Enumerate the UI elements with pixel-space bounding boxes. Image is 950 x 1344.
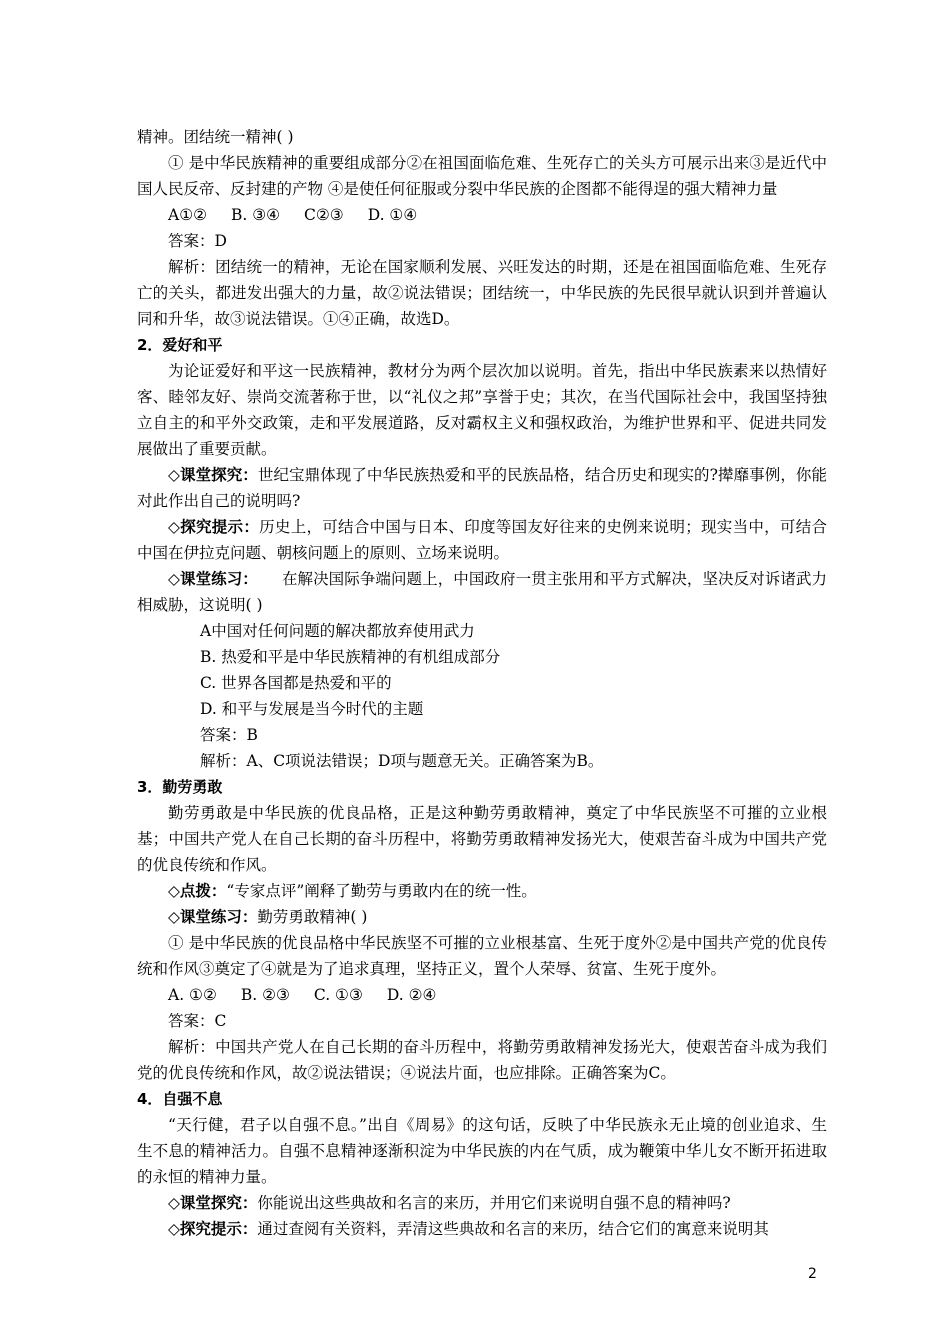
analysis: 解析：中国共产党人在自己长期的奋斗历程中，将勤劳勇敢精神发扬光大，使艰苦奋斗成为我们党的优良传统和作风，故②说法错误；④说法片面，也应排除。正确答案为C。 [137,1038,827,1082]
option-a: A①② [168,206,207,224]
point-text: “专家点评”阐释了勤劳与勇敢内在的统一性。 [226,882,537,900]
choice-d: D. 和平与发展是当今时代的主题 [200,700,424,718]
section-body: 勤劳勇敢是中华民族的优良品格，正是这种勤劳勇敢精神，奠定了中华民族坚不可摧的立业根基；中国共产党人在自己长期的奋斗历程中，将勤劳勇敢精神发扬光大，使艰苦奋斗成为中国共产党的优良传统和作风。 [137,804,827,874]
practice-text: 在解决国际争端问题上，中国政府一贯主张用和平方式解决，坚决反对诉诸武力相威胁，这说明( ) [137,570,827,614]
practice-block [137,904,827,930]
statements: ① 是中华民族的优良品格中华民族坚不可摧的立业根基富、生死于度外②是中国共产党的优良传统和作风③奠定了④就是为了追求真理，坚持正义，置个人荣辱、贫富、生死于度外。 [137,934,827,978]
intro-options [137,202,827,228]
option-c: C. ①③ [313,986,363,1004]
section-heading: 3．勤劳勇敢 [137,778,223,796]
answer: 答案：B [200,726,258,744]
practice-text: 勤劳勇敢精神( ) [257,908,368,926]
explore-text: 你能说出这些典故和名言的来历，并用它们来说明自强不息的精神吗? [257,1194,731,1212]
section-body: 为论证爱好和平这一民族精神，教材分为两个层次加以说明。首先，指出中华民族素来以热情好客、睦邻友好、崇尚交流著称于世，以“礼仪之邦”享誉于史；其次，在当代国际社会中，我国坚持独立自主的和平外交政策，走和平发展道路，反对霸权主义和强权政治，为维护世界和平、促进共同发展做出了重要贡献。 [137,362,827,458]
section-heading: 2．爱好和平 [137,336,223,354]
option-d: D. ②④ [386,986,437,1004]
option-c: C②③ [304,206,344,224]
practice-label: ◇课堂练习： [168,570,258,588]
page-number: 2 [808,1266,817,1282]
intro-statements: ① 是中华民族精神的重要组成部分②在祖国面临危难、生死存亡的关头方可展示出来③是近代中国人民反帝、反封建的产物 ④是使任何征服或分裂中华民族的企图都不能得逞的强大精神力量 [137,154,827,198]
point-label: ◇点拨： [168,882,227,900]
hint-block [137,514,827,566]
intro-line: 精神。团结统一精神( ) [137,128,294,146]
hint-text: 历史上，可结合中国与日本、印度等国友好往来的史例来说明；现实当中，可结合中国在伊拉克问题、朝核问题上的原则、立场来说明。 [137,518,827,562]
intro-answer: 答案：D [168,232,227,250]
choice-c: C. 世界各国都是热爱和平的 [200,674,392,692]
option-a: A. ①② [168,986,217,1004]
explore-text: 世纪宝鼎体现了中华民族热爱和平的民族品格，结合历史和现实的?撵靡事例，你能对此作出自己的说明吗? [137,466,827,510]
hint-block [137,1216,827,1242]
option-b: B. ②③ [240,986,290,1004]
point-block [137,878,827,904]
section-heading: 4．自强不息 [137,1090,223,1108]
hint-label: ◇探究提示： [168,1220,258,1238]
intro-analysis: 解析：团结统一的精神，无论在国家顺利发展、兴旺发达的时期，还是在祖国面临危难、生死存亡的关头，都进发出强大的力量，故②说法错误；团结统一，中华民族的先民很早就认识到并普遍认同和升华，故③说法错误。①④正确，故选D。 [137,258,827,328]
practice-label: ◇课堂练习： [168,908,258,926]
hint-label: ◇探究提示： [168,518,260,536]
explore-block [137,1190,827,1216]
hint-text: 通过查阅有关资料，弄清这些典故和名言的来历，结合它们的寓意来说明其 [257,1220,769,1238]
practice-block [137,566,827,618]
options [137,982,827,1008]
section-body: “天行健，君子以自强不息。”出自《周易》的这句话，反映了中华民族永无止境的创业追求、生生不息的精神活力。自强不息精神逐渐积淀为中华民族的内在气质，成为鞭策中华儿女不断开拓进取的永恒的精神力量。 [137,1116,827,1186]
choice-b: B. 热爱和平是中华民族精神的有机组成部分 [200,648,501,666]
choice-a: A中国对任何问题的解决都放弃使用武力 [200,622,475,640]
option-b: B. ③④ [231,206,281,224]
answer: 答案：C [168,1012,227,1030]
option-d: D. ①④ [367,206,418,224]
analysis: 解析：A、C项说法错误；D项与题意无关。正确答案为B。 [200,752,604,770]
explore-label: ◇课堂探究： [168,466,258,484]
explore-label: ◇课堂探究： [168,1194,258,1212]
page-content [137,124,827,1242]
explore-block [137,462,827,514]
